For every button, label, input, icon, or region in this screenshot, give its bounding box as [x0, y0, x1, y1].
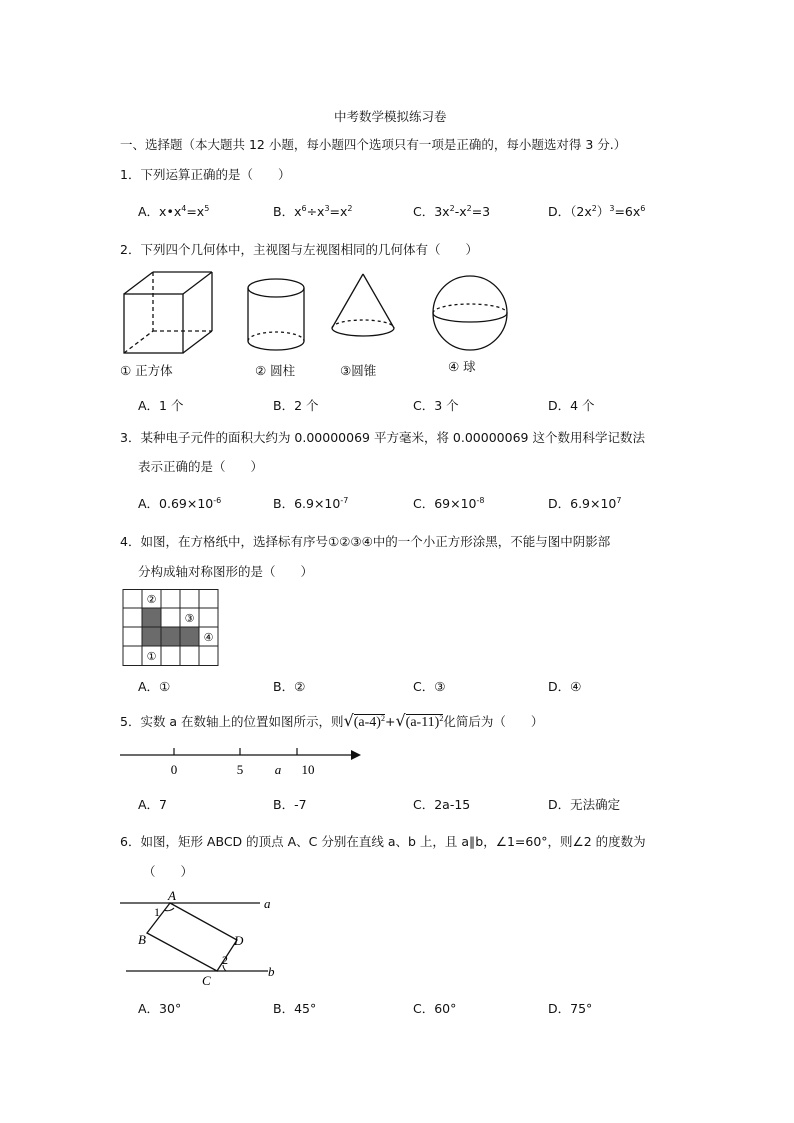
q2-label-sphere: ④ 球 [448, 359, 476, 374]
q4-option-c[interactable]: C．③ [413, 679, 446, 694]
q3-b-text: B．6.9×10 [273, 496, 341, 511]
q2-option-a[interactable]: A．1 个 [138, 398, 184, 413]
q1-option-b[interactable] [273, 202, 353, 220]
q6-stem-line1: 6．如图，矩形 ABCD 的顶点 A、C 分别在直线 a、b 上，且 a∥b，∠1=60°，则∠2 的度数为 [120, 834, 646, 849]
grid-mark-2: ② [146, 594, 157, 606]
q1-b-text: B．x [273, 204, 302, 219]
q5-stem-pre: 5．实数 a 在数轴上的位置如图所示，则 [120, 714, 344, 729]
q3-d-exp: 7 [616, 496, 622, 505]
q3-option-b[interactable] [273, 494, 348, 512]
grid-shaded-cell [180, 627, 199, 646]
radicand-1 [354, 714, 385, 730]
q4-option-b[interactable]: B．② [273, 679, 306, 694]
q1-c-tail: =3 [471, 204, 491, 219]
label-angle-1: 1 [154, 905, 160, 919]
label-A: A [168, 888, 176, 903]
q6-option-c[interactable]: C．60° [413, 1001, 457, 1016]
q5-option-a[interactable]: A．7 [138, 797, 168, 812]
q4-grid-figure [122, 589, 220, 667]
q3-d-text: D．6.9×10 [548, 496, 617, 511]
radical-sign-2: √ [395, 711, 406, 730]
q1-d-exp1: 2 [591, 204, 597, 213]
q1-option-a[interactable] [138, 202, 209, 220]
q6-option-a[interactable]: A．30° [138, 1001, 182, 1016]
q5-option-b[interactable]: B．-7 [273, 797, 307, 812]
q1-b-mid: ÷x [306, 204, 325, 219]
q4-stem-line1: 4．如图，在方格纸中，选择标有序号①②③④中的一个小正方形涂黑，不能与图中阴影部 [120, 534, 611, 549]
q1-d-text: D．（2x [548, 204, 592, 219]
q1-stem: 1．下列运算正确的是（ ） [120, 167, 291, 182]
grid-shaded-cell [142, 608, 161, 627]
q1-d-mid: ） [596, 204, 610, 219]
q5-plus: + [384, 714, 396, 729]
label-line-a: a [264, 896, 271, 911]
q2-option-c[interactable]: C．3 个 [413, 398, 459, 413]
q6-rectangle-figure [112, 888, 292, 990]
q2-stem: 2．下列四个几何体中，主视图与左视图相同的几何体有（ ） [120, 242, 478, 257]
radicand-2-text: (a-11) [405, 715, 440, 730]
radicand-1-text: (a-4) [353, 715, 381, 730]
q3-a-exp: -6 [213, 496, 222, 505]
q3-c-exp: -8 [476, 496, 485, 505]
q1-a-tail: =x [186, 204, 205, 219]
cylinder-figure [248, 279, 304, 350]
label-angle-2: 2 [222, 953, 228, 967]
page-title: 中考数学模拟练习卷 [334, 109, 447, 124]
q5-option-c[interactable]: C．2a-15 [413, 797, 471, 812]
radicand-2 [406, 714, 444, 730]
q1-c-mid: -x [454, 204, 467, 219]
q1-b-exp2: 3 [324, 204, 330, 213]
q1-a-exp1: 4 [181, 204, 187, 213]
q5-stem [120, 711, 543, 731]
q1-option-c[interactable] [413, 202, 490, 220]
q1-d-exp3: 6 [640, 204, 646, 213]
tick-label-10: 10 [301, 762, 315, 777]
sphere-figure [433, 276, 507, 350]
q4-option-a[interactable]: A．① [138, 679, 171, 694]
q3-stem-line1: 3．某种电子元件的面积大约为 0.00000069 平方毫米，将 0.00000069 这个数用科学记数法 [120, 430, 645, 445]
q6-stem-line2: （ ） [143, 864, 194, 879]
q1-b-exp3: 2 [347, 204, 353, 213]
number-line [118, 743, 368, 781]
tick-label-5: 5 [236, 762, 244, 777]
q6-option-d[interactable]: D．75° [548, 1001, 593, 1016]
q1-d-exp2: 3 [609, 204, 615, 213]
q1-d-tail: =6x [614, 204, 641, 219]
q5-stem-post: 化简后为（ ） [443, 714, 544, 729]
grid-mark-1: ① [146, 651, 157, 663]
radicand-2-exp: 2 [439, 714, 444, 723]
section-heading: 一、选择题（本大题共 12 小题，每小题四个选项只有一项是正确的，每小题选对得 3 分.） [120, 137, 627, 152]
q3-option-a[interactable] [138, 494, 221, 512]
q3-b-exp: -7 [340, 496, 349, 505]
q3-a-text: A．0.69×10 [138, 496, 214, 511]
radical-sign-1: √ [343, 711, 354, 730]
q2-option-d[interactable]: D．4 个 [548, 398, 595, 413]
q3-option-c[interactable] [413, 494, 485, 512]
tick-label-0: 0 [170, 762, 178, 777]
q1-c-text: C．3x [413, 204, 450, 219]
radicand-1-exp: 2 [380, 714, 385, 723]
q1-c-exp1: 2 [449, 204, 455, 213]
cone-figure [332, 274, 394, 336]
q3-c-text: C．69×10 [413, 496, 477, 511]
q2-label-cone: ③圆锥 [340, 363, 377, 378]
label-line-b: b [268, 964, 275, 979]
label-D: D [234, 933, 244, 948]
q1-option-d[interactable] [548, 202, 645, 220]
grid-mark-4: ④ [203, 632, 214, 644]
q2-label-cylinder: ② 圆柱 [255, 363, 296, 378]
q2-option-b[interactable]: B．2 个 [273, 398, 319, 413]
label-C: C [202, 973, 211, 988]
grid-shaded-cell [142, 627, 161, 646]
q4-option-d[interactable]: D．④ [548, 679, 582, 694]
tick-label-a: a [274, 762, 282, 777]
q3-option-d[interactable] [548, 494, 621, 512]
q5-option-d[interactable]: D．无法确定 [548, 797, 621, 812]
q1-b-exp1: 6 [301, 204, 307, 213]
q2-label-cube: ① 正方体 [120, 363, 173, 378]
cube-figure [124, 272, 212, 353]
q1-a-text: A．x•x [138, 204, 182, 219]
grid-mark-3: ③ [184, 613, 195, 625]
grid-shaded-cell [161, 627, 180, 646]
q1-a-exp2: 5 [204, 204, 210, 213]
q3-stem-line2: 表示正确的是（ ） [138, 459, 264, 474]
q4-stem-line2: 分构成轴对称图形的是（ ） [138, 564, 314, 579]
q1-b-tail: =x [329, 204, 348, 219]
q1-c-exp2: 2 [466, 204, 472, 213]
label-B: B [138, 932, 146, 947]
q6-option-b[interactable]: B．45° [273, 1001, 317, 1016]
